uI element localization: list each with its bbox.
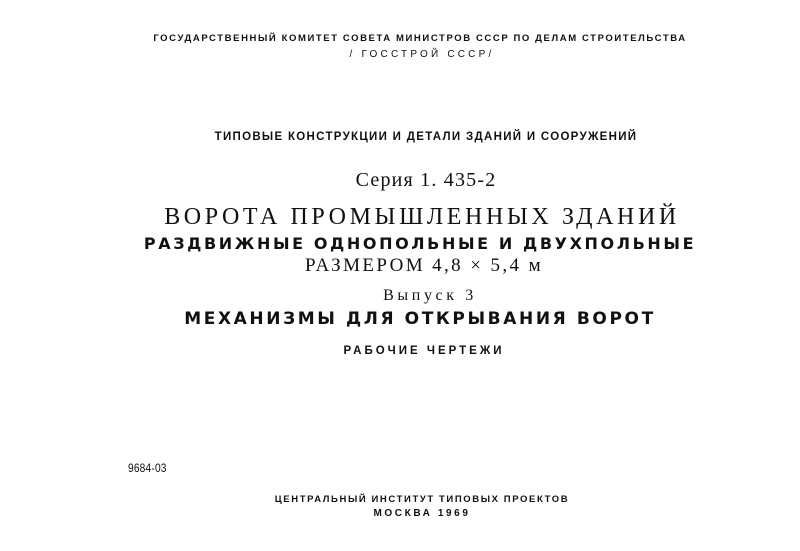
organization-line-1: ГОСУДАРСТВЕННЫЙ КОМИТЕТ СОВЕТА МИНИСТРОВ СССР ПО ДЕЛАМ СТРОИТЕЛЬСТВА: [153, 33, 687, 44]
document-title-line-1: ВОРОТА ПРОМЫШЛЕННЫХ ЗДАНИЙ: [164, 204, 680, 230]
institute-name: ЦЕНТРАЛЬНЫЙ ИНСТИТУТ ТИПОВЫХ ПРОЕКТОВ: [274, 494, 570, 505]
organization-line-2: / ГОССТРОЙ СССР/: [349, 49, 495, 60]
document-title-line-3: РАЗМЕРОМ 4,8 × 5,4 м: [304, 255, 544, 276]
series-label: Серия 1. 435-2: [355, 169, 497, 191]
drawing-type: РАБОЧИЕ ЧЕРТЕЖИ: [343, 345, 505, 357]
city-year: МОСКВА 1969: [373, 508, 471, 519]
category-heading: ТИПОВЫЕ КОНСТРУКЦИИ И ДЕТАЛИ ЗДАНИЙ И СООРУЖЕНИЙ: [214, 131, 638, 143]
document-code: 9684-03: [128, 461, 167, 475]
issue-label: Выпуск 3: [383, 287, 477, 304]
document-title-line-2: РАЗДВИЖНЫЕ ОДНОПОЛЬНЫЕ И ДВУХПОЛЬНЫЕ: [143, 234, 697, 253]
issue-subject: МЕХАНИЗМЫ ДЛЯ ОТКРЫВАНИЯ ВОРОТ: [184, 309, 656, 329]
